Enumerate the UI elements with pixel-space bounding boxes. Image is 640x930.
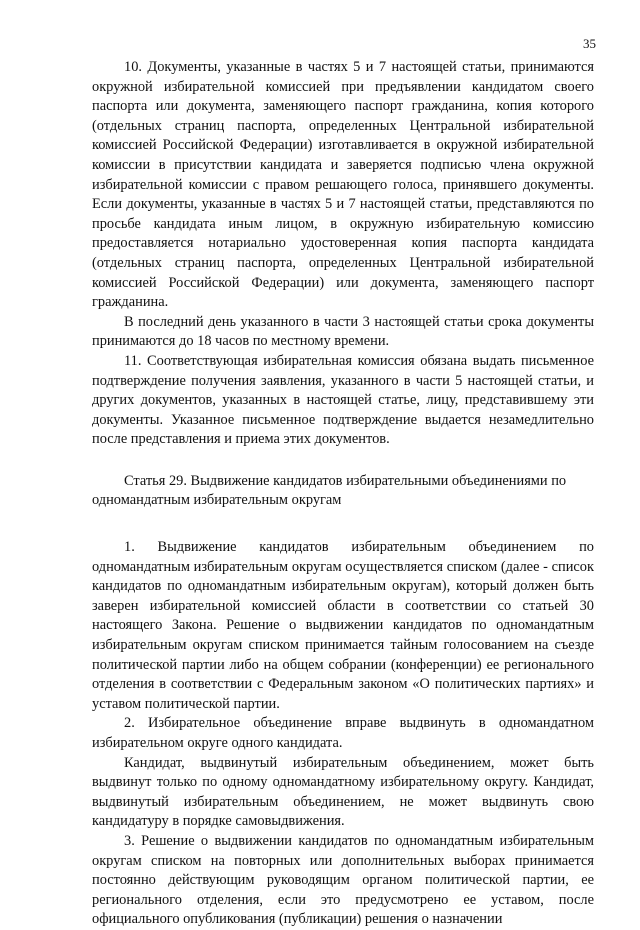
paragraph-10: 10. Документы, указанные в частях 5 и 7 настоящей статьи, принимаются окружной избирательной комиссией при предъявлении кандидатом своего паспорта или документа, заменяющего паспорт гражданина, копия которого (отдельных страниц паспорта, определенных Центральной избирательной комиссией Российской Федерации) изготавливается в окружной избирательной комиссии в присутствии кандидата и заверяется подписью члена окружной избирательной комиссии с правом решающего голоса, принявшего документы. Если документы, указанные в частях 5 и 7 настоящей статьи, представляются по просьбе кандидата иным лицом, в окружную избирательную комиссию предоставляется нотариально удостоверенная копия паспорта кандидата (отдельных страниц паспорта, определенных Центральной избирательной комиссией Российской Федерации) или документа, заменяющего паспорт гражданина. bbox=[92, 59, 594, 311]
paragraph-11: 11. Соответствующая избирательная комиссия обязана выдать письменное подтверждение получения заявления, указанного в части 5 настоящей статьи, и других документов, указанных в настоящей статье, лицу, представившему эти документы. Указанное письменное подтверждение выдается незамедлительно после представления и приема этих документов. bbox=[92, 352, 594, 448]
article-paragraph-candidate: Кандидат, выдвинутый избирательным объединением, может быть выдвинут только по одному одномандатному избирательному округу. Кандидат, выдвинутый избирательным объединением, не может выдвинуть свою кандидатуру в порядке самовыдвижения. bbox=[92, 754, 594, 830]
paragraph-deadline: В последний день указанного в части 3 настоящей статьи срока документы принимаются до 18 часов по местному времени. bbox=[92, 313, 594, 350]
spacer bbox=[92, 511, 594, 538]
article-paragraph-2: 2. Избирательное объединение вправе выдвинуть в одномандатном избирательном округе одного кандидата. bbox=[92, 715, 594, 751]
page-number: 35 bbox=[583, 36, 596, 51]
article-heading: Статья 29. Выдвижение кандидатов избирательными объединениями по одномандатным избирательным округам bbox=[92, 472, 567, 509]
article-paragraph-1: 1. Выдвижение кандидатов избирательным объединением по одномандатным избирательным округам осуществляется списком (далее - список кандидатов по одномандатным избирательным округам), который должен быть заверен избирательной комиссией области в соответствии со статьей 30 настоящего Закона. Решение о выдвижении кандидатов по одномандатным избирательным округам списком принимается тайным голосованием на съезде политической партии либо на общем собрании (конференции) ее регионального отделения в соответствии с Федеральным законом «О политических партиях» и уставом политической партии. bbox=[92, 539, 594, 712]
article-paragraph-3: 3. Решение о выдвижении кандидатов по одномандатным избирательным округам списком на повторных или дополнительных выборах принимается постоянно действующим руководящим органом политической партии, ее регионального отделения, если это предусмотрено ее уставом, после официального опубликования (публикации) решения о назначении bbox=[92, 832, 594, 928]
document-body bbox=[92, 58, 594, 930]
spacer bbox=[92, 450, 594, 472]
